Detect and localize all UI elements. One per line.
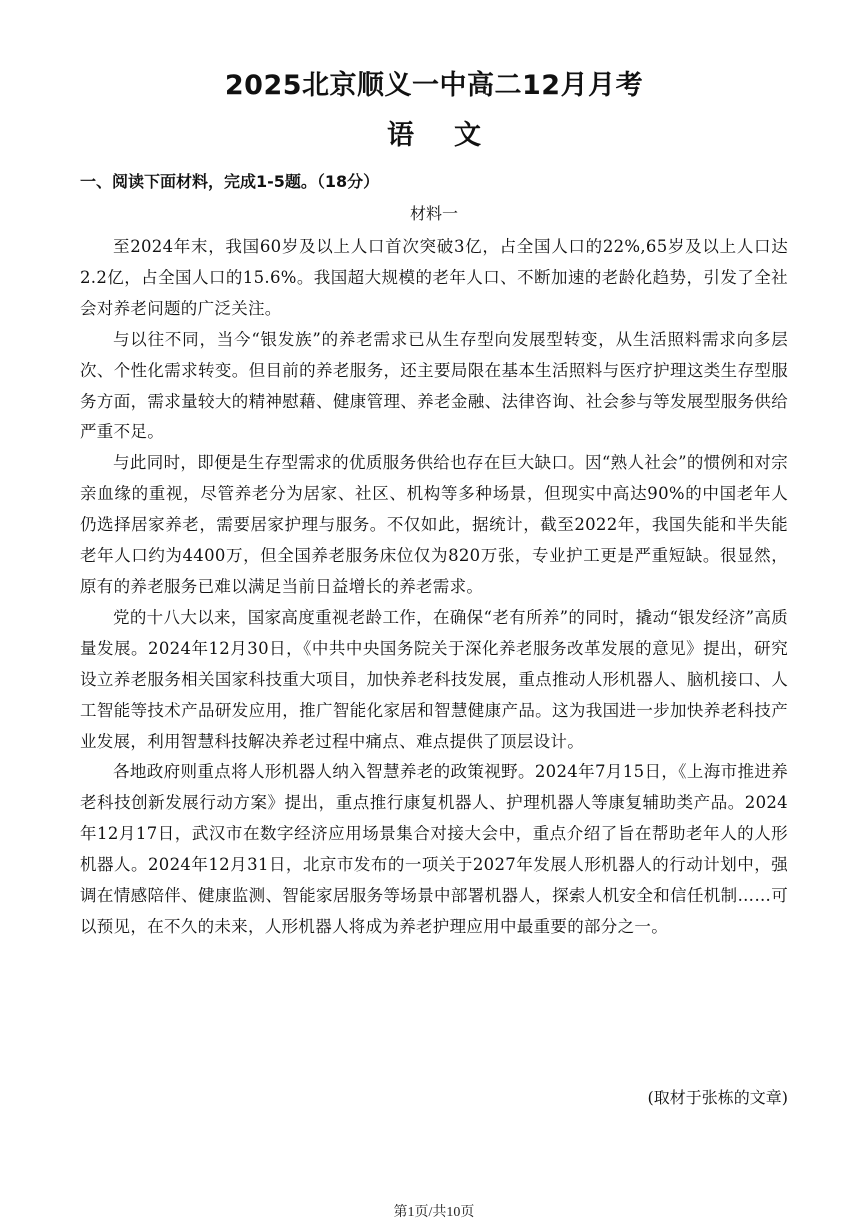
material-title: 材料一: [409, 204, 458, 223]
subject-title: 语文: [387, 120, 521, 151]
paragraph-2: 与以往不同，当今“银发族”的养老需求已从生存型向发展型转变，从生活照料需求向多层次、个性化需求转变。但目前的养老服务，还主要局限在基本生活照料与医疗护理这类生存型服务方面，需求量较大的精神慰藉、健康管理、养老金融、法律咨询、社会参与等发展型服务供给严重不足。: [80, 329, 788, 442]
paragraph-4: 党的十八大以来，国家高度重视老龄工作，在确保“老有所养”的同时，撬动“银发经济”高质量发展。2024年12月30日，《中共中央国务院关于深化养老服务改革发展的意见》提出，研究设立养老服务相关国家科技重大项目，加快养老科技发展，重点推动人形机器人、脑机接口、人工智能等技术产品研发应用，推广智能化家居和智慧健康产品。这为我国进一步加快养老科技产业发展，利用智慧科技解决养老过程中痛点、难点提供了顶层设计。: [80, 607, 788, 751]
section-heading: 一、阅读下面材料，完成1-5题。（18分）: [80, 172, 380, 191]
exam-title: 2025北京顺义一中高二12月月考: [224, 70, 644, 101]
paragraph-3: 与此同时，即便是生存型需求的优质服务供给也存在巨大缺口。因“熟人社会”的惯例和对宗亲血缘的重视，尽管养老分为居家、社区、机构等多种场景，但现实中高达90%的中国老年人仍选择居家养老，需要居家护理与服务。不仅如此，据统计，截至2022年，我国失能和半失能老年人口约为4400万，但全国养老服务床位仅为820万张，专业护工更是严重短缺。很显然，原有的养老服务已难以满足当前日益增长的养老需求。: [80, 453, 788, 596]
paragraph-1: 至2024年末，我国60岁及以上人口首次突破3亿，占全国人口的22%,65岁及以上人口达2.2亿，占全国人口的15.6%。我国超大规模的老年人口、不断加速的老龄化趋势，引发了全社会对养老问题的广泛关注。: [80, 237, 788, 318]
source-citation: (取材于张栋的文章): [647, 1088, 788, 1107]
page-indicator: 第1页/共10页: [393, 1205, 475, 1220]
paragraph-5: 各地政府则重点将人形机器人纳入智慧养老的政策视野。2024年7月15日，《上海市推进养老科技创新发展行动方案》提出，重点推行康复机器人、护理机器人等康复辅助类产品。2024年12月17日，武汉市在数字经济应用场景集合对接大会中，重点介绍了旨在帮助老年人的人形机器人。2024年12月31日，北京市发布的一项关于2027年发展人形机器人的行动计划中，强调在情感陪伴、健康监测、智能家居服务等场景中部署机器人，探索人机安全和信任机制……可以预见，在不久的未来，人形机器人将成为养老护理应用中最重要的部分之一。: [80, 762, 788, 936]
material-body: [80, 232, 788, 943]
